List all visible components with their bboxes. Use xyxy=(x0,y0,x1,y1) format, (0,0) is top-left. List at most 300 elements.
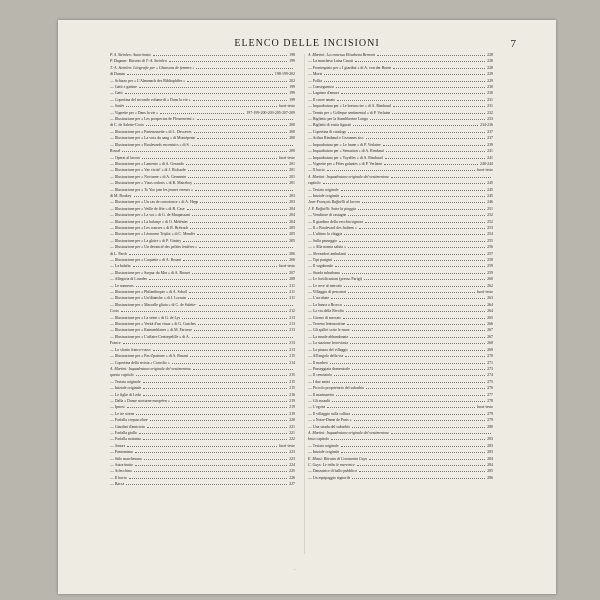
entry-title: — Vignette per « Fêtes galantes » di P. Verlaine xyxy=(308,161,383,166)
dot-leader xyxy=(190,353,287,357)
dot-leader xyxy=(362,199,485,203)
entry-page: 213 xyxy=(289,328,295,333)
entry-page: 256 xyxy=(487,245,493,250)
dot-leader xyxy=(352,327,486,331)
index-entry xyxy=(110,481,295,487)
entry-title: Croix xyxy=(110,309,119,314)
entry-title: — Il vagabondo xyxy=(308,264,334,269)
entry-page: 283 xyxy=(487,437,493,442)
entry-page: 201 xyxy=(289,181,295,186)
entry-title: — Un equipaggio signorile xyxy=(308,475,351,480)
entry-title: — Copertina di catalogo xyxy=(308,129,347,134)
entry-title: — Il cuore amato xyxy=(308,97,336,102)
entry-title: A. Martini: Inquadratura originale del vestimentoso xyxy=(308,174,390,179)
entry-title: — L'ultimo la chiggia xyxy=(308,232,343,237)
entry-page: 264 xyxy=(487,302,493,307)
entry-page: fuori-testo xyxy=(476,405,493,410)
dot-leader xyxy=(135,449,288,453)
entry-page: fuori-testo xyxy=(476,290,493,295)
dot-leader xyxy=(352,366,485,370)
entry-title: — Farfalla notturna xyxy=(110,437,141,442)
entry-page: 262 xyxy=(487,283,493,288)
entry-title: — Conseguenza xyxy=(308,85,334,90)
dot-leader xyxy=(197,135,287,139)
dot-leader xyxy=(192,212,287,216)
entry-page: fuori-testo xyxy=(278,443,295,448)
dot-leader xyxy=(126,481,287,485)
dot-leader xyxy=(344,231,485,235)
dot-leader xyxy=(348,244,485,248)
entry-title: Rossel xyxy=(110,149,121,154)
dot-leader xyxy=(183,257,287,261)
entry-page: 213 xyxy=(289,322,295,327)
entry-page: 234-236 xyxy=(480,123,493,128)
entry-title: — Gatti e gattine xyxy=(110,85,137,90)
entry-page: 228 xyxy=(487,65,493,70)
entry-page: 264 xyxy=(487,309,493,314)
dot-leader xyxy=(350,334,485,338)
entry-title: — Illustrazione per « L'affaire Centrepelille » di A. xyxy=(110,334,190,339)
entry-page: 211 xyxy=(289,290,295,295)
entry-title: — Il bacio xyxy=(308,168,325,173)
dot-leader xyxy=(324,78,485,82)
page-title: ELENCO DELLE INCISIONI xyxy=(234,38,380,49)
entry-title: — All'angolo della via xyxy=(308,354,344,359)
entry-title: — Testata originale xyxy=(308,187,339,192)
entry-page: 273 xyxy=(487,366,493,371)
dot-leader xyxy=(189,289,287,293)
entry-page: 211 xyxy=(289,283,295,288)
dot-leader xyxy=(126,103,276,107)
entry-title: — Villaggio di pescatori xyxy=(308,290,347,295)
dot-leader xyxy=(172,360,288,364)
entry-page: 199 xyxy=(289,85,295,90)
entry-page: 205 xyxy=(289,232,295,237)
dot-leader xyxy=(195,187,293,191)
entry-page: 229 xyxy=(487,78,493,83)
entry-page: 259 xyxy=(487,264,493,269)
entry-page: 206 xyxy=(289,251,295,256)
dot-leader xyxy=(153,52,287,56)
dot-leader xyxy=(341,443,486,447)
entry-page: 277 xyxy=(487,392,493,397)
dot-leader xyxy=(343,315,485,319)
dot-leader xyxy=(365,219,485,223)
dot-leader xyxy=(183,238,287,242)
entry-page: 204 xyxy=(289,206,295,211)
entry-title: — Copertina della rivista « Concilio » xyxy=(110,360,170,365)
dot-leader xyxy=(352,411,485,415)
entry-title: di Dumas xyxy=(110,72,126,77)
entry-page: 230 xyxy=(487,85,493,90)
entry-title: — Gli assaulti xyxy=(308,398,331,403)
entry-title: — Giardini d'amicizia xyxy=(110,424,145,429)
entry-title: — Illustrazione per « To Yoo jam les jeunes erreurs » xyxy=(110,187,193,192)
dot-leader xyxy=(135,462,287,466)
entry-page: 232 xyxy=(487,110,493,115)
entry-title: A. Martini: Inquadratura originale del vestimentoso xyxy=(308,430,390,435)
entry-page: 199 xyxy=(289,59,295,64)
entry-title: di C. de Salette-Croix xyxy=(110,123,144,128)
entry-title: — Il bacio xyxy=(110,475,127,480)
entry-page: 219 xyxy=(289,398,295,403)
entry-page: 246 xyxy=(487,200,493,205)
entry-page: 241 xyxy=(487,155,493,160)
entry-page: fuori-testo xyxy=(278,104,295,109)
entry-page: 200 xyxy=(289,123,295,128)
dot-leader xyxy=(136,372,287,376)
entry-title: — Vignette per « Dans la vie » xyxy=(110,110,159,115)
dot-leader xyxy=(136,283,288,287)
entry-title: — Il cenciaiolo xyxy=(308,373,333,378)
entry-title: — Illustrazione per « La voix du sang » di Montépesin xyxy=(110,136,196,141)
dot-leader xyxy=(144,456,288,460)
dot-leader xyxy=(129,475,288,479)
dot-leader xyxy=(134,193,288,197)
entry-title: — Le fortificazioni (presso Parigi) xyxy=(308,277,363,282)
entry-title: — La piazza del villaggio xyxy=(308,347,349,352)
entry-title: — Il « Boulevard des Italiens » xyxy=(308,225,357,230)
entry-page: 213 xyxy=(289,347,295,352)
dot-leader xyxy=(139,84,287,88)
entry-title: — Sulla passeggio xyxy=(308,238,338,243)
dot-leader xyxy=(391,430,491,434)
dot-leader xyxy=(153,347,288,351)
dot-leader xyxy=(348,129,485,133)
entry-page: 208 xyxy=(289,277,295,282)
footer-mark: · xyxy=(294,568,296,573)
entry-page: 213 xyxy=(289,315,295,320)
entry-title: — Schizzo per « L'Almanach des Bibliophiles » xyxy=(110,78,186,83)
dot-leader xyxy=(393,65,485,69)
entry-title: — Lo sfratto franco-russo xyxy=(110,347,151,352)
entry-page: 229 xyxy=(487,72,493,77)
entry-page: 223 xyxy=(289,450,295,455)
entry-title: — Illustrazione per « Coquette » di A. Bruant xyxy=(110,258,182,262)
entry-page: fuori-testo xyxy=(278,155,295,160)
entry-title: — Il marinaretto xyxy=(308,392,335,397)
entry-page: 284 xyxy=(487,463,493,467)
dot-leader xyxy=(192,334,293,338)
entry-title: — Gatti xyxy=(110,91,123,96)
dot-leader xyxy=(366,385,485,389)
entry-title: — Illustrazione per « Vae victis! » di J. Richarde xyxy=(110,168,186,173)
entry-page: 263 xyxy=(487,296,493,301)
entry-page: 200 xyxy=(289,129,295,134)
entry-title: — Inquadratura per « Le breton rire » di A. Rimbaud xyxy=(308,104,391,109)
entry-title: — Le sonneurs xyxy=(110,283,134,288)
entry-page: 227 xyxy=(289,482,295,487)
dot-leader xyxy=(345,353,485,357)
entry-page: 198 xyxy=(289,53,295,57)
dot-leader xyxy=(139,430,288,434)
entry-page: 271 xyxy=(487,360,493,365)
entry-title: — Le tre sirene xyxy=(110,411,135,416)
entry-page: 225 xyxy=(289,469,295,474)
dot-leader xyxy=(336,84,486,88)
entry-title: — La marchesa Luisa Casati xyxy=(308,59,353,64)
entry-page: 205 xyxy=(289,225,295,230)
dot-leader xyxy=(143,392,287,396)
entry-page: 207 xyxy=(289,270,295,275)
entry-title: — Tipi parigini xyxy=(308,258,333,262)
entry-title: — Pantomima xyxy=(110,450,133,455)
entry-page: 251 xyxy=(487,206,493,211)
entry-page: 255 xyxy=(487,238,493,243)
entry-title: — Illustrazione per « Ratmenblanes » di M. Fartrese xyxy=(110,328,193,333)
entry-page: 200 xyxy=(289,136,295,141)
entry-title: — Autoritratto xyxy=(110,463,134,467)
dot-leader xyxy=(334,257,485,261)
entry-page: 285 xyxy=(487,469,493,474)
dot-leader xyxy=(350,347,485,351)
dot-leader xyxy=(357,462,485,466)
entry-title: — Illustrazione per « Les courses » di R. Bréirach xyxy=(110,225,189,230)
entry-title: — Venditore di castagne xyxy=(308,213,347,218)
dot-leader xyxy=(143,379,288,383)
dot-leader xyxy=(344,302,485,306)
entry-title: — Terreno lentracottine xyxy=(308,322,346,327)
dot-leader xyxy=(353,122,478,126)
entry-title: — Le figlie di Leda xyxy=(110,392,141,397)
entry-page: 220 xyxy=(289,418,295,423)
entry-page: 205 xyxy=(289,238,295,243)
entry-page: 215 xyxy=(289,379,295,384)
entry-page: 268 xyxy=(487,341,493,346)
dot-leader xyxy=(186,161,287,165)
entry-page: 222 xyxy=(289,437,295,442)
entry-page: 283 xyxy=(487,450,493,455)
entry-title: — Illustrazione per « Sorpur du Mar » di A. Brouet xyxy=(110,270,191,275)
entry-page: 245 xyxy=(487,181,493,186)
entry-title: — Illustrazione per « Un'ditanche » di J. Lorrain xyxy=(110,296,186,301)
dot-leader xyxy=(327,404,474,408)
entry-title: — Una strada del suburbio xyxy=(308,424,350,429)
dot-leader xyxy=(391,174,491,178)
dot-leader xyxy=(125,90,288,94)
page-number: 7 xyxy=(510,38,516,50)
entry-title: — Danzatrice di ballo pubblico xyxy=(308,469,358,474)
dot-leader xyxy=(370,116,485,120)
entry-page: 254 xyxy=(487,232,493,237)
dot-leader xyxy=(199,302,293,306)
entry-page: 215 xyxy=(289,373,295,378)
entry-title: — L'acrobate xyxy=(308,296,330,301)
entry-title: — Inquadratura per « Sensation » di A. Rimbaud xyxy=(308,149,385,154)
entry-title: — Illustrazione per « La balançe » di O. Méténier xyxy=(110,219,188,224)
left-column xyxy=(110,52,295,488)
entry-page: 198-199-202 xyxy=(274,72,295,77)
dot-leader xyxy=(384,161,478,165)
dot-leader xyxy=(347,321,485,325)
entry-page: 201 xyxy=(289,161,295,166)
entry-title: — L'ogone xyxy=(308,405,326,410)
entry-title: — Sleveadori ambulanti xyxy=(308,251,347,256)
dot-leader xyxy=(364,276,485,280)
dot-leader xyxy=(122,148,287,152)
dot-leader xyxy=(392,110,485,114)
dot-leader xyxy=(327,167,475,171)
entry-title: — La banca a Brocca xyxy=(308,302,342,307)
dot-leader xyxy=(341,187,486,191)
right-column xyxy=(308,52,493,481)
entry-page: 279 xyxy=(487,418,493,423)
entry-title: — Illustrazione per « Pas d'patrone » di A. Bruant xyxy=(110,354,188,359)
entry-title: — Inquadratura per « Voyelles » di A. Rimbaud xyxy=(308,155,383,160)
entry-page: fuori-testo xyxy=(476,168,493,173)
entry-title: — Bacca xyxy=(110,482,125,487)
dot-leader xyxy=(341,193,485,197)
dot-leader xyxy=(192,142,293,146)
dot-leader xyxy=(127,404,288,408)
dot-leader xyxy=(348,251,485,255)
column-separator xyxy=(304,54,305,554)
dot-leader xyxy=(123,340,288,344)
dot-leader xyxy=(160,110,244,114)
dot-leader xyxy=(143,436,287,440)
dot-leader xyxy=(197,231,287,235)
entry-page: 276 xyxy=(487,386,493,391)
entry-title: — Tennis per « Colleque sentimental » di P. Verlaine xyxy=(308,110,391,115)
entry-page: 226 xyxy=(289,475,295,480)
entry-title: capitolo xyxy=(308,181,321,186)
dot-leader xyxy=(386,148,485,152)
entry-title: France xyxy=(110,341,121,346)
entry-title: — Copertina del secondo volume di « Dans la vie » xyxy=(110,97,191,102)
entry-title: — Lagrime d'amore xyxy=(308,91,340,96)
entry-title: — « Alla nomia saluto » xyxy=(308,245,347,250)
entry-title: — Sariès xyxy=(110,104,125,109)
dot-leader xyxy=(194,180,287,184)
entry-page: 219 xyxy=(289,411,295,416)
dot-leader xyxy=(369,456,485,460)
entry-title: — Illustrazione per « Visus ordoris » di R. Maireboy xyxy=(110,181,193,186)
entry-title: — Morte xyxy=(308,72,323,77)
entry-title: — Illustrazione per « Les prospectus de Fleurenvent » xyxy=(110,117,195,122)
entry-title: — Illustrazione per « Philanthropie » di A. Scholl xyxy=(110,290,188,295)
entry-page: 213 xyxy=(289,341,295,346)
entry-page: 266 xyxy=(487,322,493,327)
entry-title: — « Notre-Dame de Paris » xyxy=(308,418,352,423)
entry-page: 206 xyxy=(289,258,295,262)
entry-page: 275 xyxy=(487,379,493,384)
entry-title: — Piccolo proprietario del suburbio xyxy=(308,386,365,391)
entry-title: — La via della Rivolta xyxy=(308,309,344,314)
dot-leader xyxy=(352,424,485,428)
entry-title: — Frontespizio per « I giardini » di A. von der Borne xyxy=(308,65,392,70)
entry-page: 245 xyxy=(487,187,493,192)
entry-title: — Arthur Rimbaud e Cezannes sicc xyxy=(308,136,364,141)
entry-title: J. F. Raffaëlli: Sotto la pioggia xyxy=(308,206,357,211)
entry-page: 270 xyxy=(487,354,493,359)
entry-page: 202 xyxy=(289,78,295,83)
entry-title: — Ipnosi xyxy=(110,405,125,410)
entry-page: 221 xyxy=(289,424,295,429)
entry-page: 228 xyxy=(487,59,493,64)
dot-leader xyxy=(187,206,288,210)
entry-title: di M. Boukey xyxy=(110,193,132,198)
dot-leader xyxy=(150,417,288,421)
dot-leader xyxy=(377,52,485,56)
dot-leader xyxy=(200,199,287,203)
dot-leader xyxy=(188,167,287,171)
entry-page: 233 xyxy=(487,117,493,122)
dot-leader xyxy=(121,308,287,312)
dot-leader xyxy=(393,103,486,107)
entry-page: 241 xyxy=(487,149,493,154)
dot-leader xyxy=(146,122,287,126)
entry-title: T.-A. Steinlen: Litografie per « Chansons de femmes » xyxy=(110,65,195,70)
entry-title: — Strada suburbana xyxy=(308,270,340,275)
entry-page: 201 xyxy=(289,168,295,173)
entry-title: P. A. Steinlen: Autoritratto xyxy=(110,53,152,57)
dot-leader xyxy=(196,65,293,69)
entry-title: questo capitolo xyxy=(110,373,134,378)
dot-leader xyxy=(330,360,485,364)
entry-page: 258 xyxy=(487,258,493,262)
entry-title: — Giorno di mercato xyxy=(308,315,342,320)
document-page xyxy=(58,20,556,594)
entry-title: — Il giardino della vecchia signora xyxy=(308,219,363,224)
dot-leader xyxy=(335,263,485,267)
dot-leader xyxy=(385,155,486,159)
entry-page: 267 xyxy=(487,328,493,333)
entry-page: 215 xyxy=(289,354,295,359)
entry-page: 231 xyxy=(487,104,493,109)
entry-page: 197-199-200-203-205-207-209 xyxy=(246,110,295,115)
entry-page: 260 xyxy=(487,277,493,282)
dot-leader xyxy=(332,379,485,383)
entry-page: 252 xyxy=(487,219,493,224)
dot-leader xyxy=(331,436,485,440)
dot-leader xyxy=(350,340,485,344)
entry-page: 280 xyxy=(487,424,493,429)
dot-leader xyxy=(190,219,287,223)
dot-leader xyxy=(136,411,287,415)
dot-leader xyxy=(143,385,287,389)
entry-page: 199 xyxy=(289,97,295,102)
entry-page: 216 xyxy=(289,392,295,397)
entry-title: E. Massi: Ritratto di Constantin Guys xyxy=(308,456,368,461)
entry-title: — La balafta xyxy=(110,264,131,269)
dot-leader xyxy=(127,71,273,75)
entry-title: — Illustrazione per « Nocturne » di A. Germesin xyxy=(110,174,187,179)
index-entry xyxy=(308,475,493,481)
entry-title: bisio capitolo xyxy=(308,437,330,442)
dot-leader xyxy=(182,315,287,319)
entry-title: — Testata originale xyxy=(308,443,339,448)
entry-title: A. Martini: Inquadratura originale del vestimentoso xyxy=(110,366,192,371)
entry-title: — Gli spillet sotto le mure xyxy=(308,328,350,333)
dot-leader xyxy=(354,417,486,421)
entry-page: 204 xyxy=(289,219,295,224)
dot-leader xyxy=(198,321,287,325)
entry-page: 204 xyxy=(289,213,295,218)
entry-page: 230 xyxy=(487,91,493,96)
entry-page: 267 xyxy=(487,334,493,339)
dot-leader xyxy=(147,424,288,428)
dot-leader xyxy=(366,135,485,139)
dot-leader xyxy=(133,263,277,267)
entry-title: — Stilo marchesana xyxy=(110,456,142,461)
entry-page: 239 xyxy=(487,142,493,147)
entry-page: 212 xyxy=(289,309,295,314)
dot-leader xyxy=(355,58,485,62)
entry-page: 245 xyxy=(487,193,493,198)
dot-leader xyxy=(194,129,288,133)
entry-title: Jean-François Raffaëlli al lavoro xyxy=(308,200,361,205)
entry-title: — Illustrazione per « Veille de fête » di R. Case xyxy=(110,206,185,211)
